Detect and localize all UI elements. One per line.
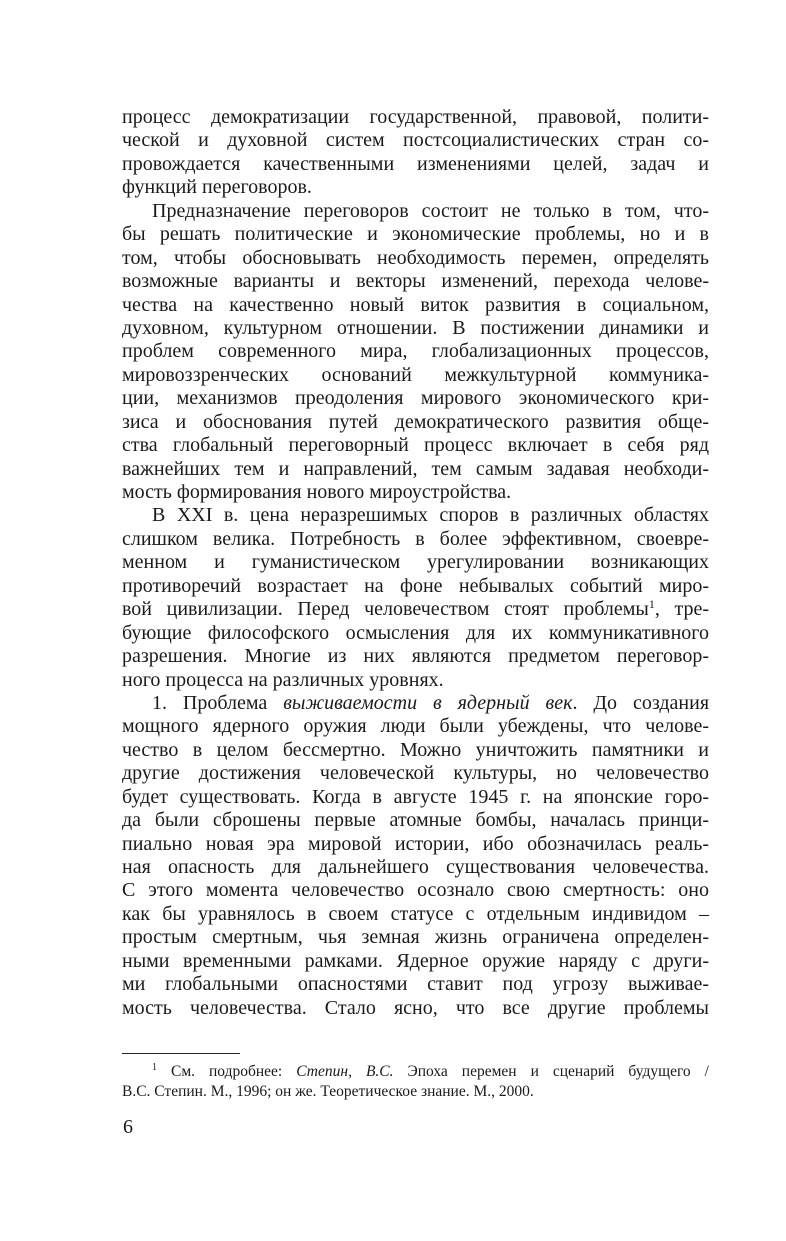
- text-segment: См. подробнее:: [157, 1063, 297, 1080]
- text-line: [122, 669, 709, 692]
- text-segment: функций переговоров.: [122, 176, 312, 199]
- text-line: [122, 856, 709, 879]
- text-segment: ции, механизмов преодоления мирового экономического кри-: [122, 387, 709, 410]
- text-segment: как бы уравнялось в своем статусе с отдельным индивидом –: [122, 902, 709, 925]
- text-line: [122, 364, 709, 387]
- text-line: [122, 551, 709, 574]
- text-segment: проблем современного мира, глобализационных процессов,: [122, 340, 709, 363]
- text-segment: том, чтобы обосновывать необходимость перемен, определять: [122, 246, 709, 269]
- text-segment: С этого момента человечество осознало свою смертность: оно: [122, 879, 709, 902]
- text-segment: другие достижения человеческой культуры, но человечество: [122, 762, 709, 785]
- text-segment: бующие философского осмысления для их коммуникативного: [122, 621, 709, 644]
- text-line: [122, 176, 709, 199]
- text-segment: зиса и обоснования путей демократического развития обще-: [122, 410, 709, 433]
- text-segment: ная опасность для дальнейшего существования человечества.: [122, 856, 709, 878]
- text-line: [122, 645, 709, 668]
- text-segment: В XXI в. цена неразрешимых споров в различных областях: [152, 504, 709, 527]
- text-line: [122, 739, 709, 762]
- text-segment: менном и гуманистическом урегулировании возникающих: [122, 551, 709, 574]
- text-line: [122, 622, 709, 645]
- text-line: [122, 809, 709, 832]
- footnote-marker: 1: [648, 597, 655, 612]
- footnote-line: [122, 1062, 709, 1082]
- text-line: [122, 434, 709, 457]
- text-segment: ными временными рамками. Ядерное оружие наряду с други-: [122, 949, 709, 972]
- text-line: [122, 481, 709, 504]
- text-segment: мировоззренческих оснований межкультурной коммуника-: [122, 363, 709, 386]
- text-segment: будет существовать. Когда в августе 1945 г. на японские горо-: [122, 785, 709, 808]
- text-line: [122, 340, 709, 363]
- text-segment: 1. Проблема: [152, 691, 284, 714]
- text-line: [122, 786, 709, 809]
- text-line: [122, 833, 709, 856]
- text-line: [122, 223, 709, 246]
- text-line: [122, 950, 709, 973]
- text-line: [122, 153, 709, 176]
- text-segment: мость формирования нового мироустройства.: [122, 481, 512, 503]
- text-segment: да были сброшены первые атомные бомбы, началась принци-: [122, 809, 709, 832]
- text-line: [122, 973, 709, 996]
- text-segment: духовном, культурном отношении. В постижении динамики и: [122, 316, 709, 339]
- text-segment: мощного ядерного оружия люди были убеждены, что челове-: [122, 715, 709, 738]
- text-segment: пиально новая эра мировой истории, ибо обозначилась реаль-: [122, 832, 709, 855]
- text-segment: провождается качественными изменениями целей, задач и: [122, 152, 709, 175]
- text-segment: ческой и духовной систем постсоциалистических стран со-: [122, 129, 709, 152]
- text-line: [122, 879, 709, 902]
- text-segment: Предназначение переговоров состоит не только в том, что-: [152, 199, 709, 222]
- text-line: [122, 504, 709, 527]
- text-segment: простым смертным, чья земная жизнь ограничена определен-: [122, 926, 709, 949]
- text-segment: ства глобальный переговорный процесс включает в себя ряд: [122, 434, 709, 457]
- text-line: [122, 528, 709, 551]
- text-line: [122, 903, 709, 926]
- text-line: [122, 926, 709, 949]
- footnote-separator: [122, 1053, 240, 1054]
- text-line: [122, 200, 709, 223]
- text-line: [122, 692, 709, 715]
- text-line: [122, 997, 709, 1020]
- page-number: 6: [123, 1116, 133, 1138]
- text-line: [122, 762, 709, 785]
- text-line: [122, 715, 709, 738]
- text-segment: чество в целом бессмертно. Можно уничтожить памятники и: [122, 738, 709, 761]
- text-line: [122, 411, 709, 434]
- text-line: [122, 129, 709, 152]
- text-line: [122, 294, 709, 317]
- text-line: [122, 598, 709, 621]
- text-segment: мость человечества. Стало ясно, что все другие проблемы: [122, 996, 709, 1019]
- text-segment: , тре-: [654, 598, 709, 621]
- italic-text: выживаемости в ядерный век: [283, 691, 573, 714]
- text-segment: бы решать политические и экономические проблемы, но и в: [122, 223, 709, 246]
- text-segment: процесс демократизации государственной, правовой, полити-: [122, 106, 709, 128]
- text-segment: В.С. Степин. М., 1996; он же. Теоретическое знание. М., 2000.: [122, 1083, 534, 1100]
- text-line: [122, 106, 709, 129]
- text-segment: . До создания: [572, 691, 710, 714]
- text-line: [122, 270, 709, 293]
- footnote-line: [122, 1082, 709, 1102]
- text-segment: разрешения. Многие из них являются предметом переговор-: [122, 645, 709, 668]
- body-text: [122, 106, 709, 1020]
- text-segment: важнейших тем и направлений, тем самым задавая необходи-: [122, 457, 709, 480]
- footnote: [122, 1062, 709, 1102]
- text-segment: чества на качественно новый виток развития в социальном,: [122, 293, 709, 316]
- text-segment: слишком велика. Потребность в более эффективном, своевре-: [122, 527, 709, 550]
- text-segment: противоречий возрастает на фоне небывалых событий миро-: [122, 574, 709, 597]
- text-segment: вой цивилизации. Перед человечеством стоят проблемы: [122, 598, 649, 621]
- text-segment: ми глобальными опасностями ставит под угрозу выживае-: [122, 973, 709, 996]
- text-line: [122, 575, 709, 598]
- text-segment: возможные варианты и векторы изменений, перехода челове-: [122, 270, 709, 293]
- footnote-marker: 1: [152, 1062, 157, 1073]
- text-line: [122, 247, 709, 270]
- text-segment: Эпоха перемен и сценарий будущего /: [393, 1063, 709, 1080]
- text-line: [122, 317, 709, 340]
- italic-text: Степин, В.С.: [296, 1063, 394, 1080]
- text-line: [122, 458, 709, 481]
- text-segment: ного процесса на различных уровнях.: [122, 668, 444, 691]
- text-line: [122, 387, 709, 410]
